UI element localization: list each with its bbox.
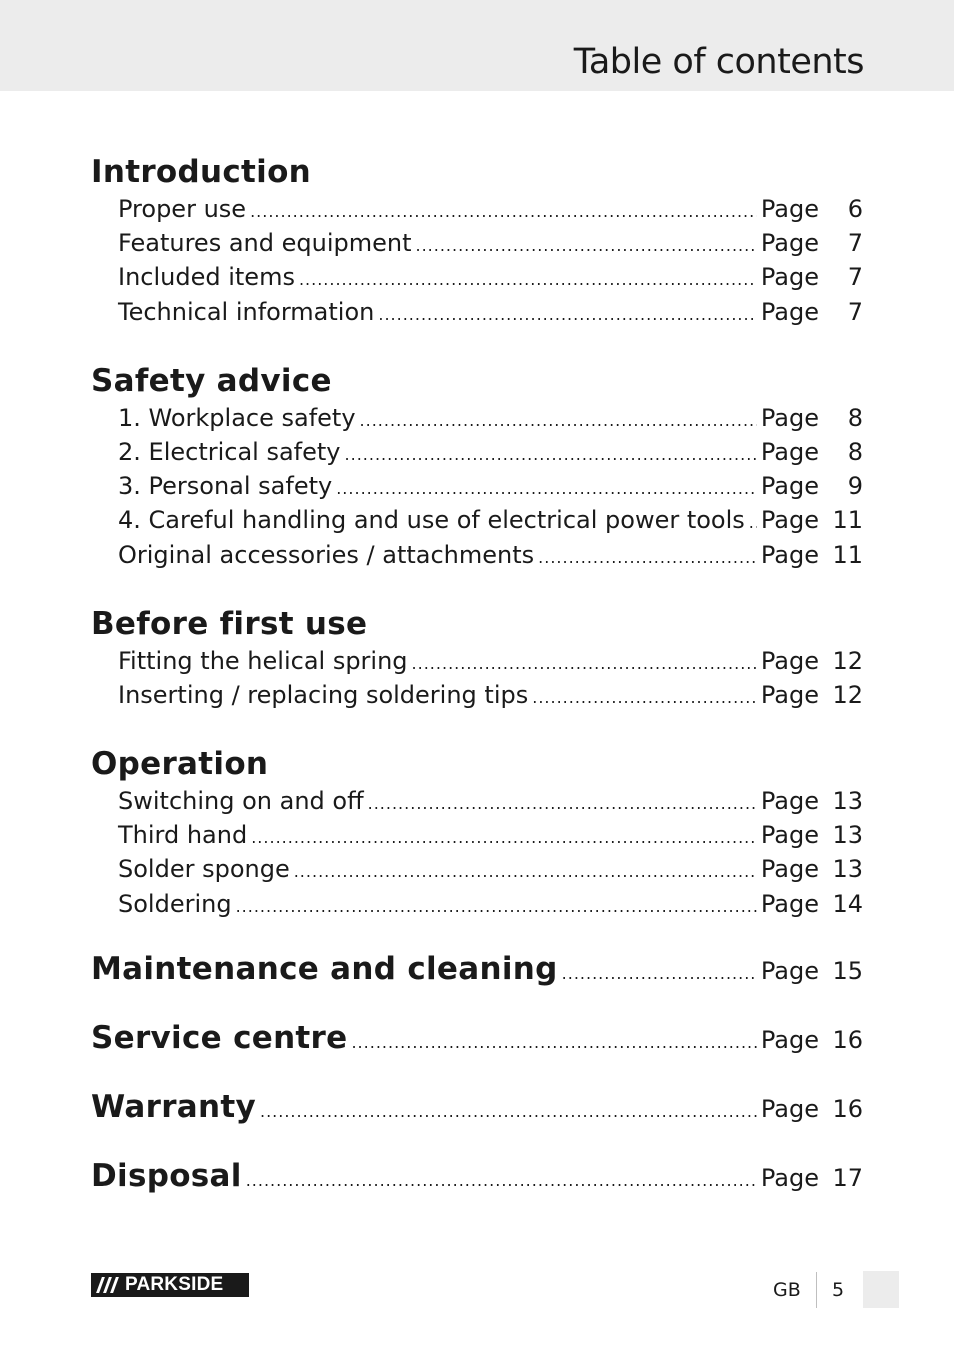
toc-entry-page: 12 <box>832 680 863 709</box>
dot-leader <box>299 263 757 297</box>
dot-leader <box>250 195 757 229</box>
toc-entry-label: Solder sponge <box>118 855 290 884</box>
dot-leader <box>562 944 757 1004</box>
page-word: Page <box>760 506 819 535</box>
footer-language: GB <box>773 1279 801 1301</box>
toc-entry-page: 9 <box>847 472 863 501</box>
toc-entry-label: Technical information <box>118 297 375 326</box>
toc-entry[interactable] <box>91 678 863 712</box>
page-word: Page <box>760 855 819 884</box>
toc-entry-page: 7 <box>847 297 863 326</box>
dot-leader <box>246 1151 757 1211</box>
toc-entry-page: 13 <box>832 787 863 816</box>
page-word: Page <box>760 1163 819 1192</box>
dot-leader <box>336 472 757 506</box>
page-word: Page <box>760 229 819 258</box>
toc-entry-page: 7 <box>847 229 863 258</box>
table-of-contents <box>91 152 863 1215</box>
toc-entry[interactable] <box>91 887 863 921</box>
toc-entry[interactable] <box>91 503 863 537</box>
main-entry-title: Service centre <box>91 1019 348 1056</box>
dot-leader <box>260 1082 757 1142</box>
toc-entry-label: 1. Workplace safety <box>118 403 356 432</box>
page-word: Page <box>760 1025 819 1054</box>
toc-entry-page: 14 <box>832 889 863 918</box>
page-word: Page <box>760 263 819 292</box>
header-band <box>0 0 954 91</box>
toc-entry-label: Features and equipment <box>118 229 412 258</box>
toc-entry[interactable] <box>91 644 863 678</box>
footer-tab-box <box>863 1271 899 1308</box>
toc-entry-label: Included items <box>118 263 295 292</box>
toc-entry-page: 11 <box>832 506 863 535</box>
toc-entry-page: 6 <box>847 195 863 223</box>
toc-entry-label: Fitting the helical spring <box>118 646 408 675</box>
dot-leader <box>378 298 757 332</box>
main-entry-page: 17 <box>832 1163 863 1192</box>
page-word: Page <box>760 787 819 816</box>
toc-entry-page: 12 <box>832 646 863 675</box>
toc-entry-label: 4. Careful handling and use of electrical power tools <box>118 506 745 535</box>
toc-section-before-first-use <box>91 604 863 712</box>
toc-section-operation <box>91 744 863 921</box>
page-word: Page <box>760 1094 819 1123</box>
toc-entry-page: 8 <box>847 437 863 466</box>
toc-main-entry-disposal[interactable] <box>91 1146 863 1215</box>
toc-section-introduction <box>91 152 863 329</box>
page-word: Page <box>760 540 819 569</box>
page-word: Page <box>760 821 819 850</box>
dot-leader <box>345 438 757 472</box>
toc-entry-page: 13 <box>832 855 863 884</box>
toc-entry[interactable] <box>91 818 863 852</box>
page-word: Page <box>760 472 819 501</box>
dot-leader <box>415 229 756 263</box>
toc-entry[interactable] <box>91 401 863 435</box>
logo-text: PARKSIDE <box>125 1274 224 1295</box>
toc-entry-label: Switching on and off <box>118 787 364 816</box>
toc-entry-label: Original accessories / attachments <box>118 540 535 569</box>
dot-leader <box>351 1013 756 1073</box>
main-entry-title: Disposal <box>91 1157 242 1194</box>
toc-entry-label: 3. Personal safety <box>118 472 333 501</box>
toc-entry-label: 2. Electrical safety <box>118 437 341 466</box>
section-title: Safety advice <box>91 362 332 399</box>
toc-entry[interactable] <box>91 226 863 260</box>
toc-entry-page: 7 <box>847 263 863 292</box>
toc-entry[interactable] <box>91 784 863 818</box>
toc-entry-label: Proper use <box>118 195 247 223</box>
toc-entry-page: 8 <box>847 403 863 432</box>
section-title: Operation <box>91 746 269 783</box>
toc-main-entry-maintenance[interactable] <box>91 939 863 1008</box>
toc-entry-label: Soldering <box>118 889 232 918</box>
toc-entry-page: 11 <box>832 540 863 569</box>
page-word: Page <box>760 195 819 223</box>
toc-section-safety-advice <box>91 361 863 572</box>
dot-leader <box>251 821 757 855</box>
page-word: Page <box>760 297 819 326</box>
toc-entry[interactable] <box>91 469 863 503</box>
main-entry-page: 16 <box>832 1025 863 1054</box>
dot-leader <box>368 787 757 821</box>
page-word: Page <box>760 956 819 985</box>
page-title: Table of contents <box>573 42 864 82</box>
footer-divider <box>816 1272 817 1308</box>
main-entry-title: Warranty <box>91 1088 256 1125</box>
dot-leader <box>749 506 757 540</box>
dot-leader <box>412 647 757 681</box>
toc-entry[interactable] <box>91 852 863 886</box>
toc-entry[interactable] <box>91 435 863 469</box>
dot-leader <box>294 855 757 889</box>
page-word: Page <box>760 403 819 432</box>
page-word: Page <box>760 646 819 675</box>
toc-entry-page: 13 <box>832 821 863 850</box>
section-title: Introduction <box>91 154 312 190</box>
footer-page-number: 5 <box>832 1279 845 1301</box>
toc-entry[interactable] <box>91 295 863 329</box>
toc-main-entry-service-centre[interactable] <box>91 1008 863 1077</box>
page-word: Page <box>760 680 819 709</box>
toc-entry-label: Inserting / replacing soldering tips <box>118 680 529 709</box>
dot-leader <box>360 404 757 438</box>
page-word: Page <box>760 437 819 466</box>
toc-entry[interactable] <box>91 192 863 226</box>
toc-entry-label: Third hand <box>118 821 248 850</box>
main-entry-page: 16 <box>832 1094 863 1123</box>
toc-entry[interactable] <box>91 538 863 572</box>
toc-entry[interactable] <box>91 260 863 294</box>
main-entry-page: 15 <box>832 956 863 985</box>
dot-leader <box>538 541 757 575</box>
main-entry-title: Maintenance and cleaning <box>91 950 558 987</box>
section-title: Before first use <box>91 605 368 642</box>
logo-stripes-icon <box>91 1273 125 1297</box>
dot-leader <box>236 890 757 924</box>
parkside-logo <box>91 1273 249 1297</box>
toc-main-entry-warranty[interactable] <box>91 1077 863 1146</box>
dot-leader <box>532 681 757 715</box>
page-word: Page <box>760 889 819 918</box>
